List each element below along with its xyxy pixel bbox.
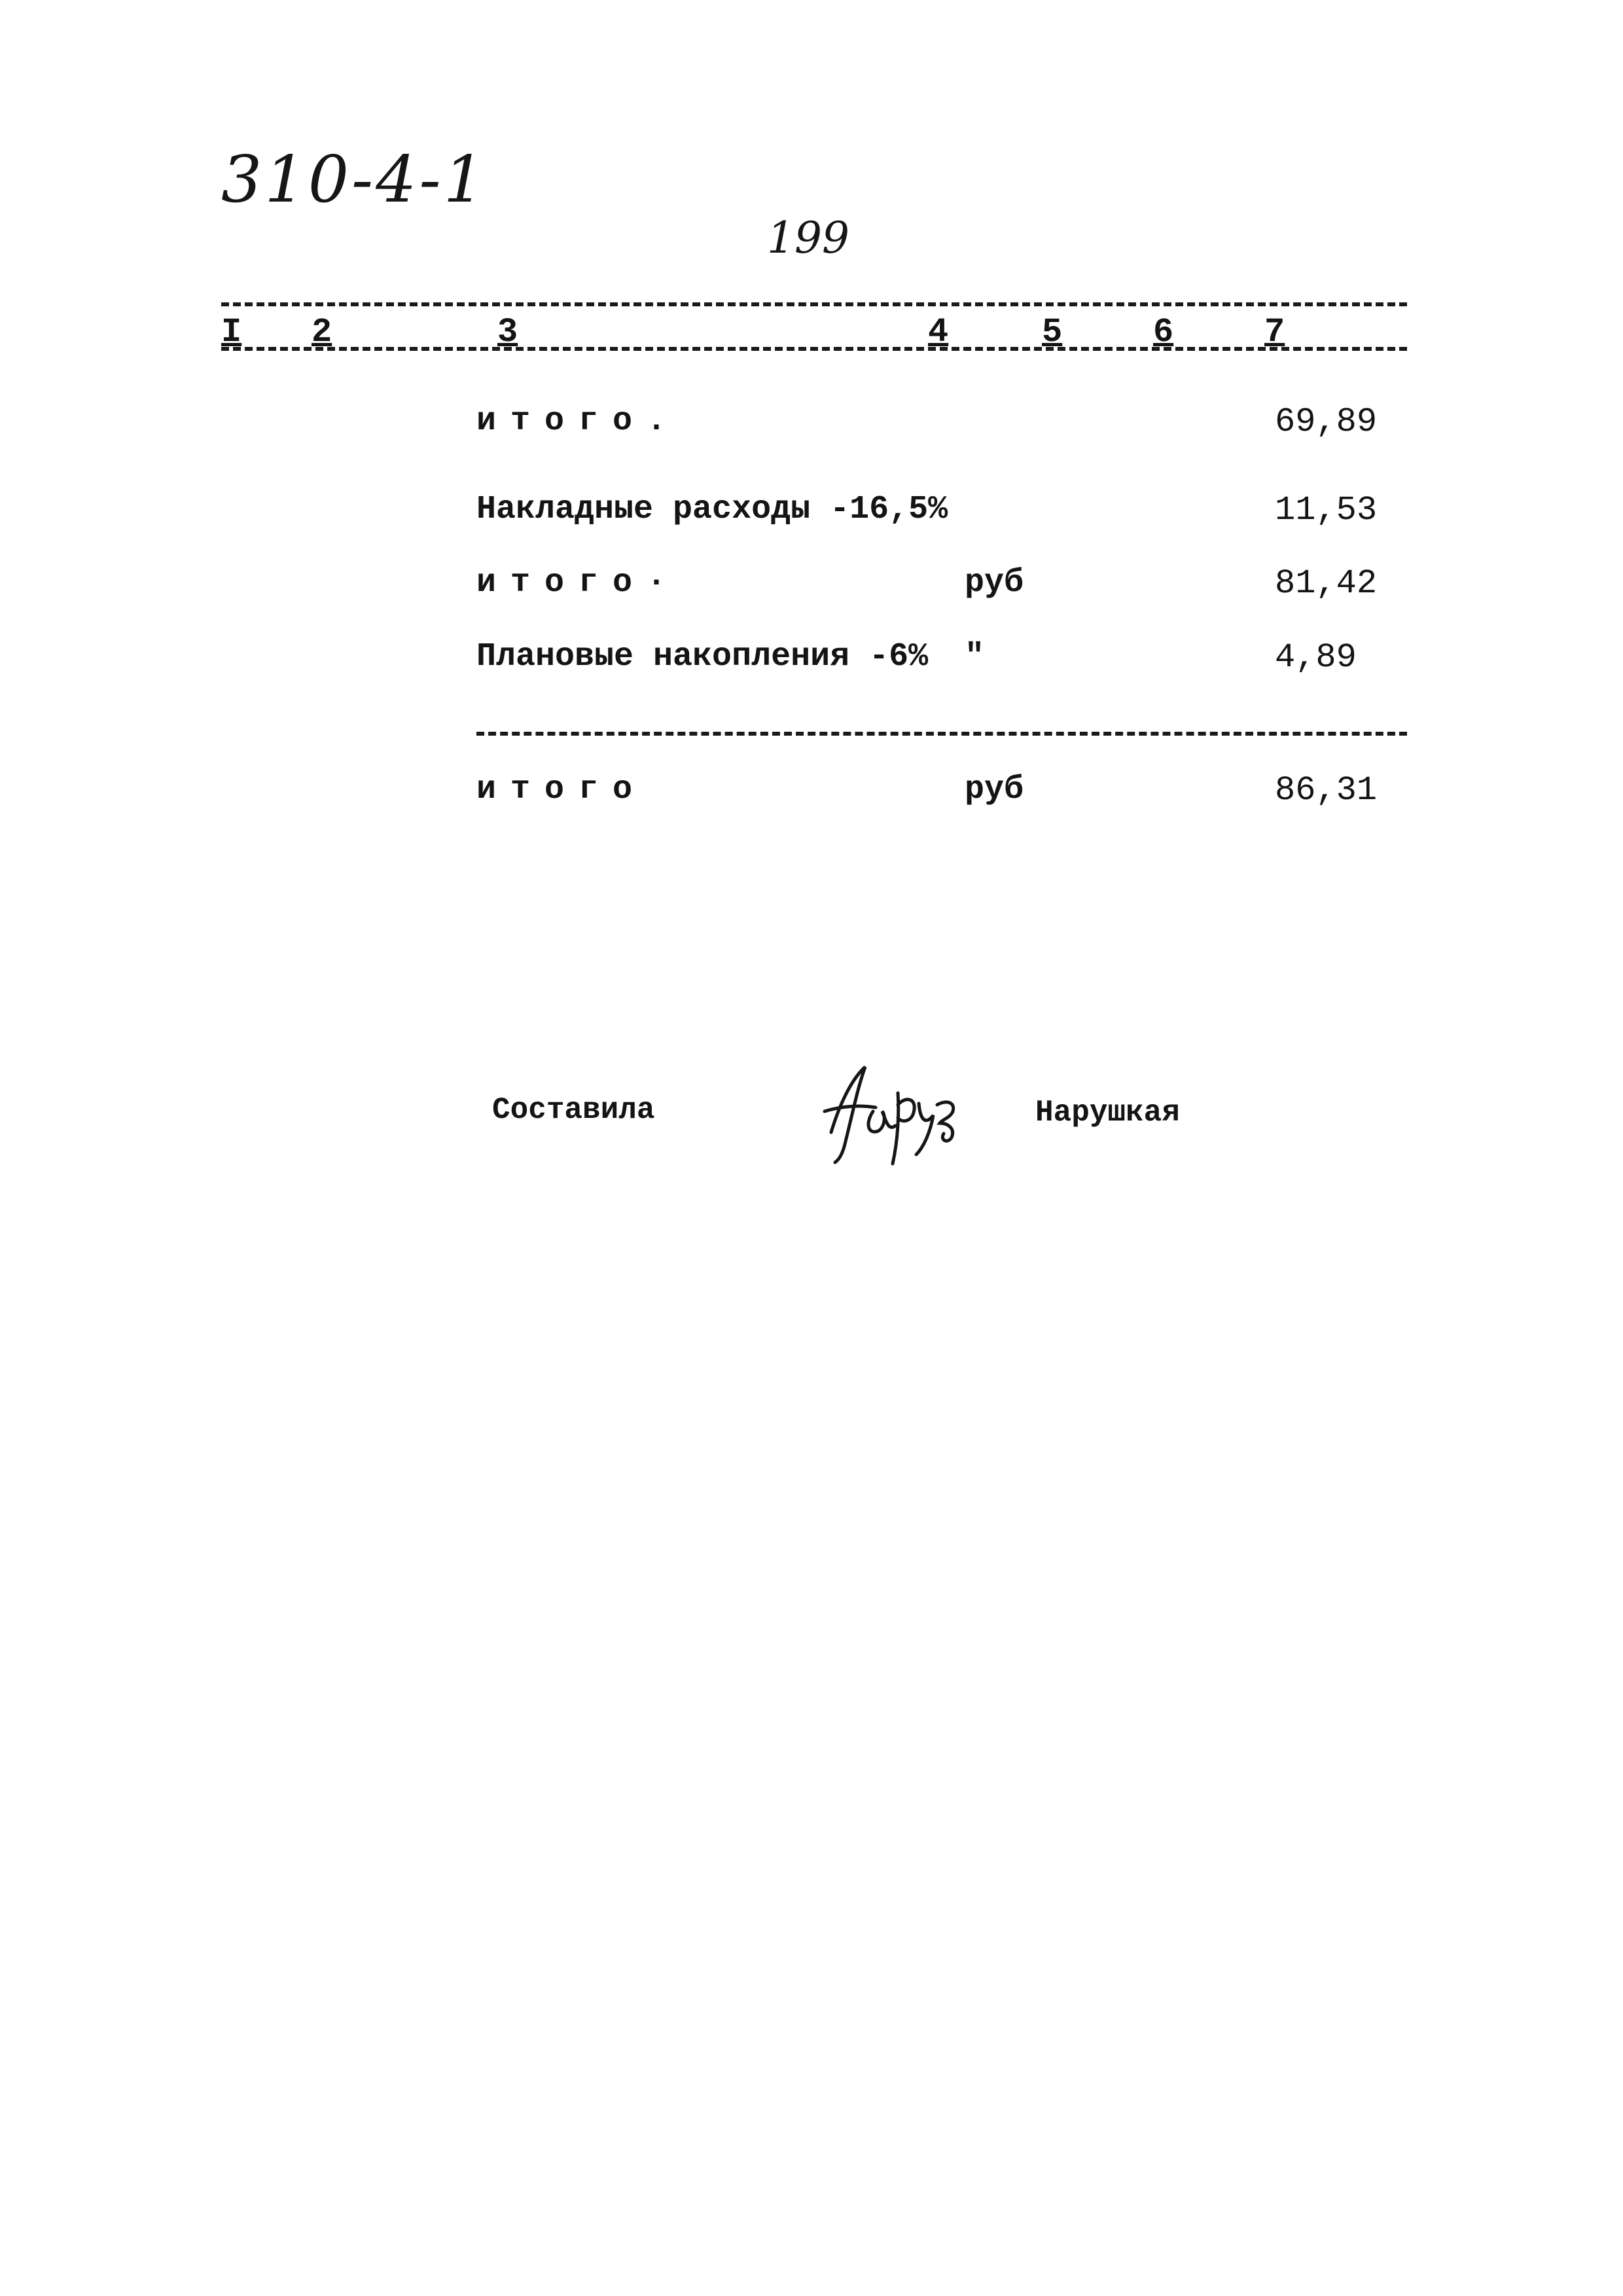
total-value: 86,31: [1275, 771, 1378, 810]
handwritten-signature: [813, 1055, 970, 1166]
compiled-by-label: Составила: [492, 1093, 655, 1127]
row-label: итого.: [476, 403, 681, 440]
header-bottom-rule: [221, 347, 1407, 351]
row-unit: руб: [965, 564, 1024, 601]
row-value: 4,89: [1275, 638, 1357, 677]
column-number: 6: [1153, 313, 1174, 351]
header-top-rule: [221, 302, 1407, 306]
column-number: I: [221, 313, 242, 351]
row-value: 81,42: [1275, 564, 1378, 603]
signatory-name: Нарушкая: [1035, 1096, 1180, 1130]
row-label: итого·: [476, 564, 681, 601]
column-number: 3: [497, 313, 518, 351]
column-number: 2: [312, 313, 332, 351]
total-unit: руб: [965, 771, 1024, 808]
row-value: 11,53: [1275, 491, 1378, 529]
row-value: 69,89: [1275, 403, 1378, 441]
column-number: 7: [1264, 313, 1285, 351]
total-separator-rule: [476, 732, 1407, 736]
row-label: Плановые накопления -6%: [476, 638, 929, 675]
row-label: Накладные расходы -16,5%: [476, 491, 948, 528]
document-code: 310-4-1: [221, 143, 487, 217]
page-number: 199: [767, 213, 849, 263]
total-label: итого: [476, 771, 647, 808]
row-unit: ": [965, 638, 985, 675]
column-number: 4: [928, 313, 949, 351]
column-number: 5: [1042, 313, 1063, 351]
